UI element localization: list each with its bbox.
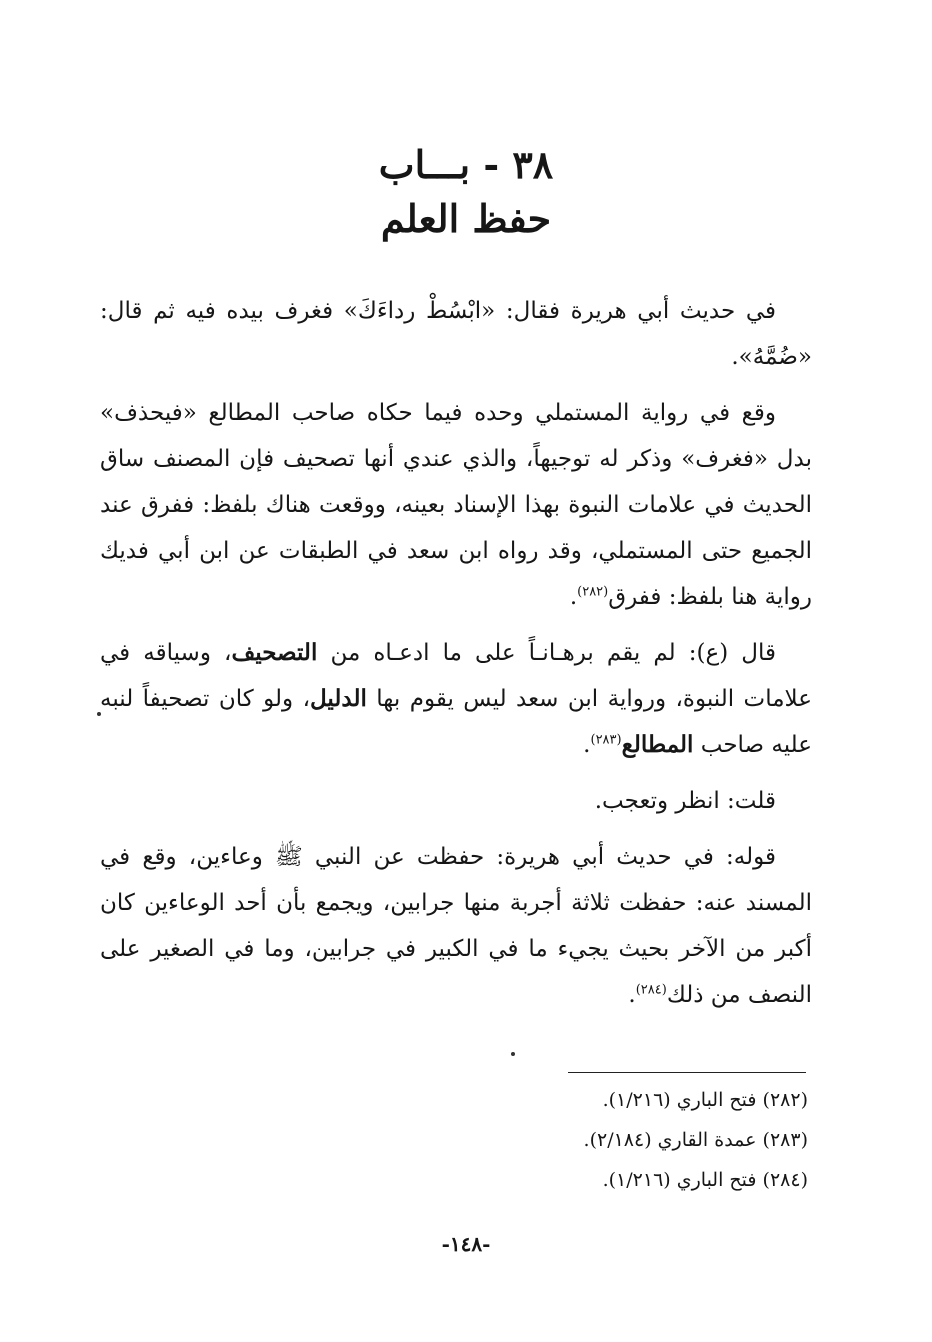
paragraph-3-mid-2: ، ولو كان تصحيفاً لنبه عليه صاحب xyxy=(100,686,812,758)
footnotes xyxy=(300,1080,808,1200)
paragraph-4: قلت: انظر وتعجب. xyxy=(594,788,776,814)
paragraph-3-mid: ، وسياقه في علامات النبوة، ورواية ابن سعد ليس يقوم بها xyxy=(100,640,812,712)
page-number: -١٤٨- xyxy=(441,1232,491,1256)
paragraph-2-text: وقع في رواية المستملي وحده فيما حكاه صاحب المطالع «فيحذف» بدل «فغرف» وذكر له توجيهاً، والذي عندي أنها تصحيف فإن المصنف ساق الحديث في علامات النبوة بهذا الإسناد بعينه، ووقعت هناك بلفظ: ففرق عند الجميع حتى المستملي، وقد رواه ابن سعد في الطبقات عن ابن أبي فديك رواية هنا بلفظ: ففرق xyxy=(100,400,812,610)
footnote-ref-282[interactable]: (٢٨٢) xyxy=(577,584,609,600)
chapter-number: ٣٨ - بـــاب xyxy=(378,142,554,187)
paragraph-3-bold-1: التصحيف xyxy=(231,639,318,666)
paragraph-1: في حديث أبي هريرة فقال: «ابْسُطْ رداءَكَ» فغرف بيده فيه ثم قال: «ضُمَّهُ». xyxy=(100,298,812,370)
paragraph-5-text: قوله: في حديث أبي هريرة: حفظت عن النبي ﷺ وعاءين، وقع في المسند عنه: حفظت ثلاثة أجربة منها جرابين، ويجمع بأن أحد الوعاءين كان أكبر من الآخر بحيث يجيء ما في الكبير في جرابين، وما في الصغير على النصف من ذلك xyxy=(100,844,812,1008)
body-text xyxy=(100,288,812,1028)
paragraph-3 xyxy=(100,630,812,768)
chapter-title: حفظ العلم xyxy=(380,196,552,241)
footnote-divider xyxy=(568,1072,806,1073)
paragraph-2-end: . xyxy=(569,584,578,610)
paragraph-5-end: . xyxy=(628,982,636,1008)
paragraph-3-lead: قال (ع): لم يقم برهـانـاً على ما ادعـاه من xyxy=(317,640,776,666)
scan-speck xyxy=(97,712,101,716)
footnote-ref-283[interactable]: (٢٨٣) xyxy=(590,732,622,748)
paragraph-2 xyxy=(100,390,812,620)
footnote-283: (٢٨٣) عمدة القاري (٢/١٨٤). xyxy=(583,1129,808,1151)
footnote-284: (٢٨٤) فتح الباري (١/٢١٦). xyxy=(602,1169,808,1191)
scan-speck xyxy=(511,1052,515,1056)
paragraph-3-bold-2: الدليل xyxy=(310,685,367,712)
paragraph-5 xyxy=(100,834,812,1018)
paragraph-3-bold-3: المطالع xyxy=(621,731,694,758)
footnote-ref-284[interactable]: (٢٨٤) xyxy=(635,982,667,998)
paragraph-3-end: . xyxy=(583,732,591,758)
footnote-282: (٢٨٢) فتح الباري (١/٢١٦). xyxy=(602,1089,808,1111)
